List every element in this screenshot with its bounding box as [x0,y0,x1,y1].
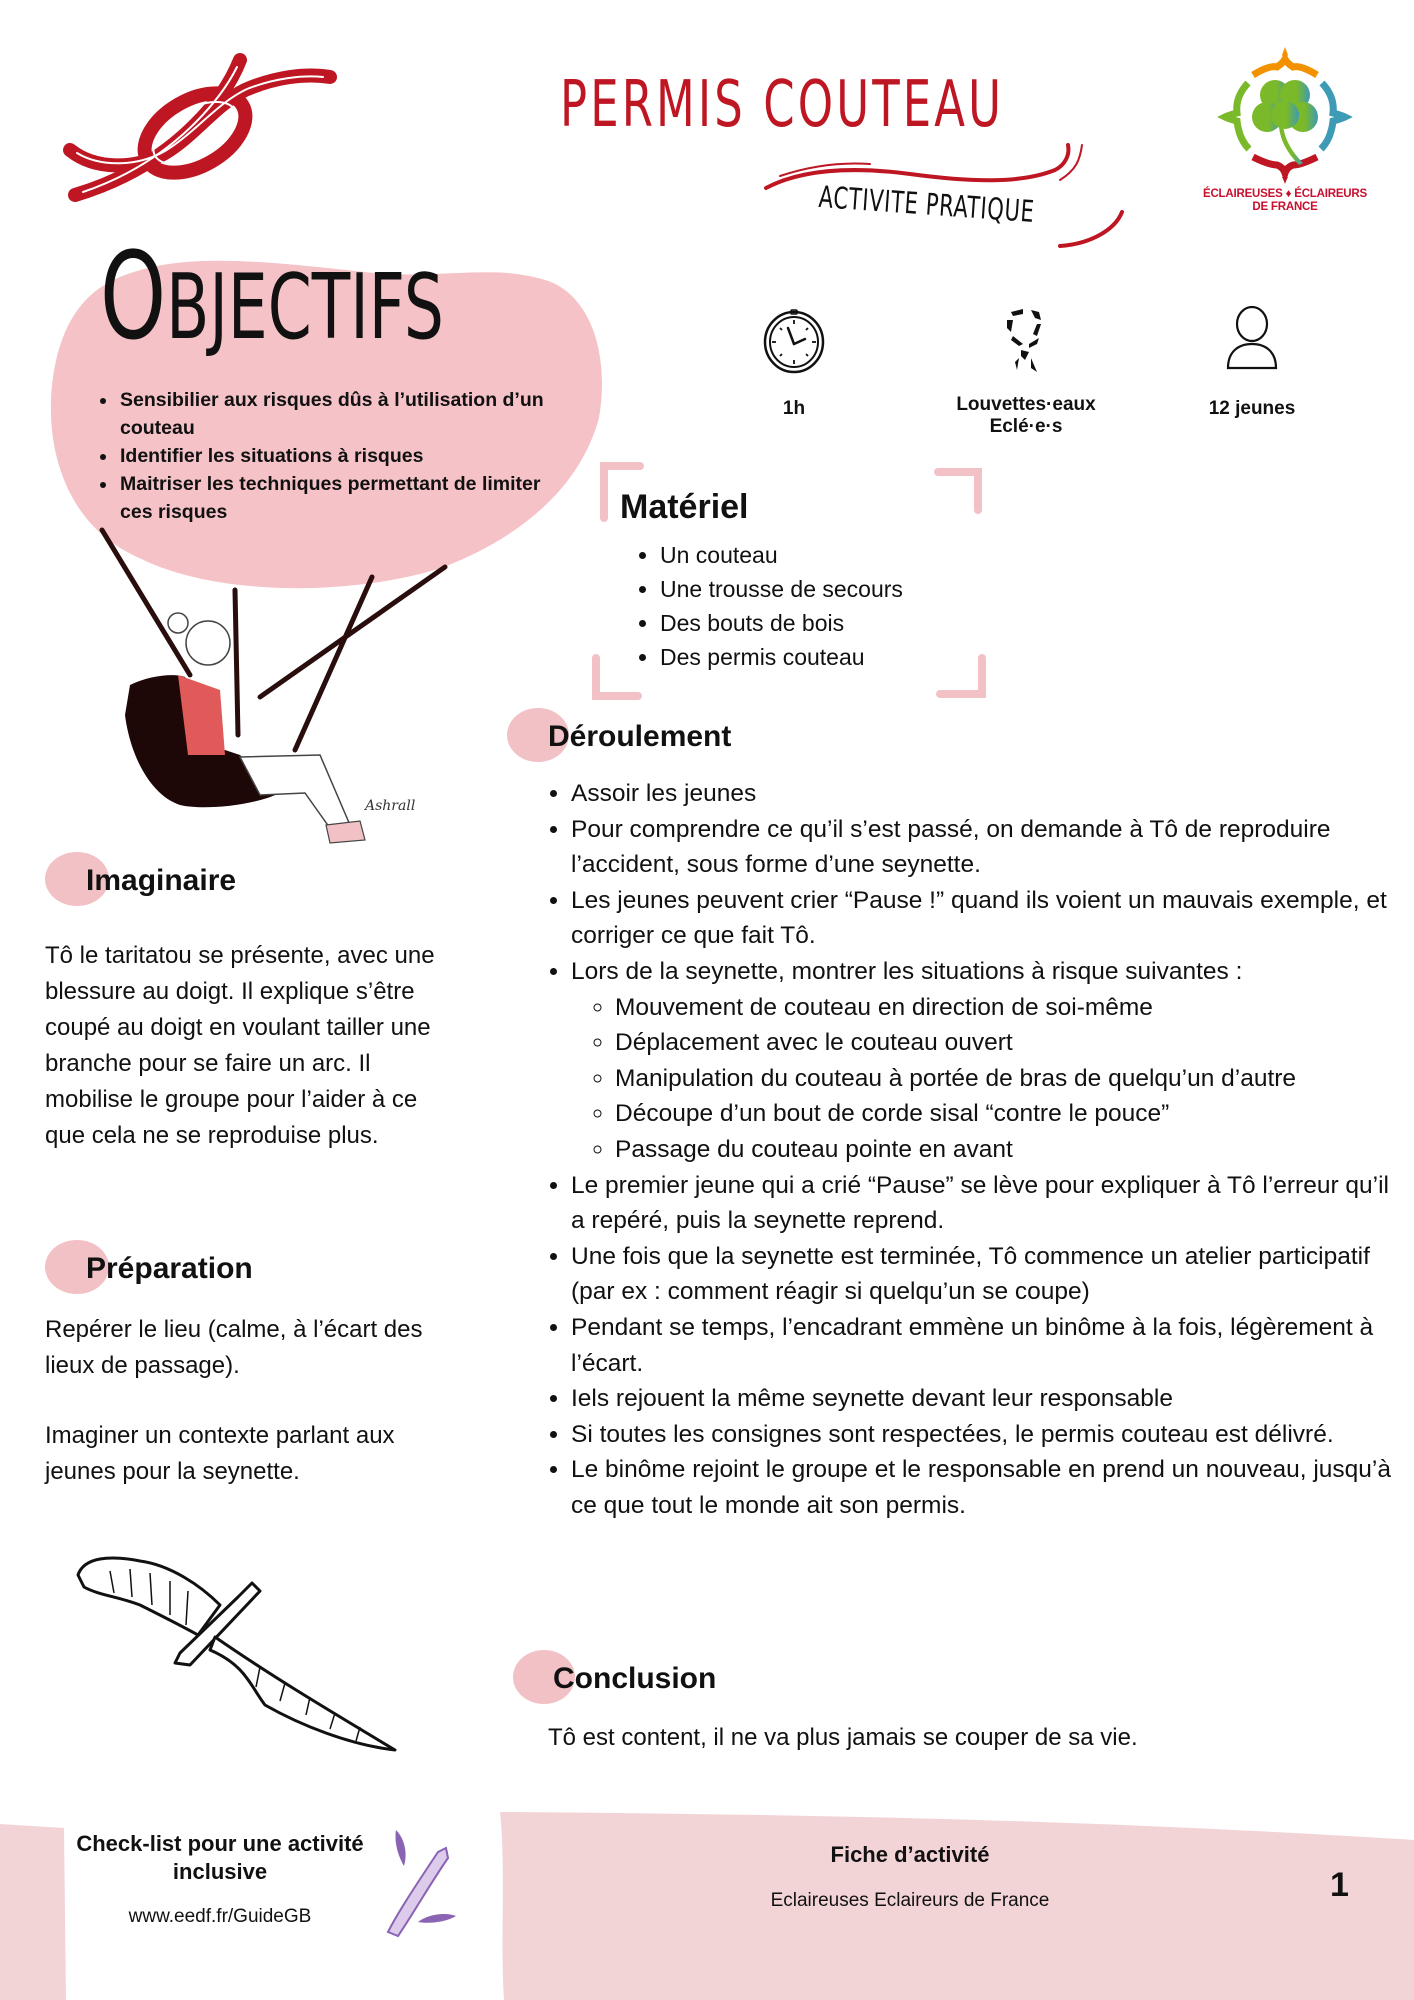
page-number: 1 [1330,1866,1349,1904]
branch-feather-icon [368,1822,468,1940]
eedf-logo [1215,45,1355,185]
deroulement-item: • Pour comprendre ce qu’il s’est passé, on demande à Tô de reproduire l’accident, sous forme d’une seynette. [571,812,1391,883]
risk-situation-item: ◦ Découpe d’un bout de corde sisal “contre le pouce” [615,1096,1391,1132]
page-subtitle: ACTIVITE PRATIQUE [817,180,1036,230]
materiel-title: Matériel [620,488,749,526]
preparation-title: Préparation [86,1252,253,1285]
deroulement-item: • Le binôme rejoint le groupe et le responsable en prend un nouveau, jusqu’à ce que tout le monde ait son permis. [571,1452,1391,1523]
conclusion-text: Tô est content, il ne va plus jamais se couper de sa vie. [548,1724,1138,1751]
page-title: PERMIS COUTEAU [560,68,1005,142]
risk-situation-item: ◦ Manipulation du couteau à portée de bras de quelqu’un d’autre [615,1061,1391,1097]
materiel-item: • Des permis couteau [660,640,903,674]
risk-situations-list [571,990,1391,1168]
sheet-title: Fiche d’activité [830,1842,990,1867]
activity-sheet-info [720,1842,1100,1912]
risk-situation-item: ◦ Passage du couteau pointe en avant [615,1132,1391,1168]
logo-line-2: DE FRANCE [1252,201,1318,213]
imaginaire-text: Tô le taritatou se présente, avec une blessure au doigt. Il explique s’être coupé au doigt en voulant tailler une branche pour se faire un arc. Il mobilise le groupe pour l’aider à ce que cela ne se reproduise plus. [45,942,435,1149]
risk-situation-item: ◦ Déplacement avec le couteau ouvert [615,1025,1391,1061]
illustration-signature: Ashrall [365,798,416,814]
branch-label [916,394,1136,438]
conclusion-title: Conclusion [553,1662,717,1695]
logo-line-1: ÉCLAIREUSES ♦ ÉCLAIREURS [1202,188,1367,200]
group-size-label: 12 jeunes [1208,398,1296,419]
checklist-title: Check-list pour une activité inclusive [76,1831,364,1884]
deroulement-item: • Une fois que la seynette est terminée, Tô commence un atelier participatif (par ex : comment réagir si quelqu’un se coupe) [571,1239,1391,1310]
objectif-item: • Maitriser les techniques permettant de limiter ces risques [118,470,558,526]
eedf-logo-text [1200,188,1370,214]
deroulement-item-text: Lors de la seynette, montrer les situations à risque suivantes : [571,957,1243,985]
knife-illustration [70,1535,410,1765]
objectifs-list [92,386,558,526]
materiel-item: • Une trousse de secours [660,572,903,606]
organization-name: Eclaireuses Eclaireurs de France [770,1890,1050,1911]
checklist-link[interactable]: www.eedf.fr/GuideGB [128,1906,312,1927]
materiel-item: • Un couteau [660,538,903,572]
inclusive-checklist [70,1830,370,1928]
person-icon [1224,306,1280,370]
risk-situation-item: ◦ Mouvement de couteau en direction de soi-même [615,990,1391,1026]
branch-label-line-1: Louvettes·eaux [956,394,1096,415]
knot-illustration [55,45,345,205]
info-group [1142,306,1362,420]
deroulement-list [545,776,1391,1523]
preparation-text-2: Imaginer un contexte parlant aux jeunes pour la seynette. [45,1422,395,1485]
info-branch [916,306,1136,438]
deroulement-item: • Iels rejouent la même seynette devant leur responsable [571,1381,1391,1417]
deroulement-item: • Les jeunes peuvent crier “Pause !” quand ils voient un mauvais exemple, et corriger ce que fait Tô. [571,883,1391,954]
objectif-item: • Identifier les situations à risques [118,442,558,470]
materiel-list [636,538,903,674]
duration-label: 1h [782,398,806,419]
materiel-item: • Des bouts de bois [660,606,903,640]
imaginaire-title: Imaginaire [86,864,237,897]
scarf-icon [1001,306,1051,376]
info-duration [684,306,904,420]
deroulement-item: • Si toutes les consignes sont respectées, le permis couteau est délivré. [571,1417,1391,1453]
objectifs-title-initial: O [100,228,167,367]
objectifs-title [100,228,444,367]
deroulement-title: Déroulement [548,720,732,753]
branch-label-line-2: Eclé·e·s [989,416,1063,437]
deroulement-item: • Le premier jeune qui a crié “Pause” se lève pour expliquer à Tô l’erreur qu’il a repéré, puis la seynette reprend. [571,1168,1391,1239]
objectif-item: • Sensibilier aux risques dûs à l’utilisation d’un couteau [118,386,558,442]
objectifs-title-rest: BJECTIFS [166,255,444,360]
deroulement-item: • Pendant se temps, l’encadrant emmène un binôme à la fois, légèrement à l’écart. [571,1310,1391,1381]
clock-icon [762,306,826,374]
deroulement-item: • Assoir les jeunes [571,776,1391,812]
preparation-text-1: Repérer le lieu (calme, à l’écart des lieux de passage). [45,1316,423,1379]
girl-on-swing-illustration [90,525,470,855]
deroulement-item [571,954,1391,1168]
